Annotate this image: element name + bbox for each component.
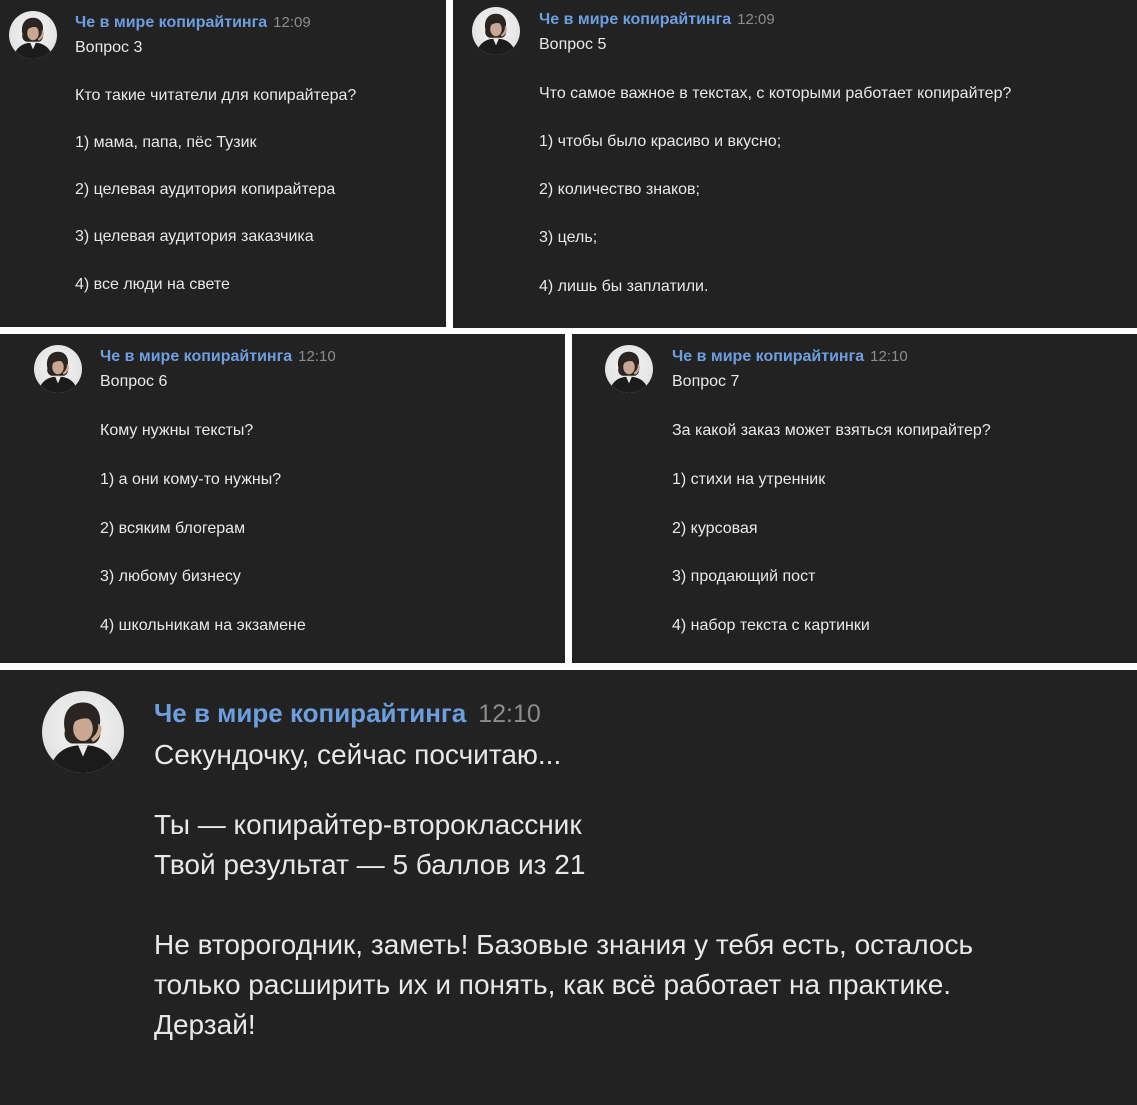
result-comment-line: Не второгодник, заметь! Базовые знания у тебя есть, осталось — [154, 929, 974, 960]
message-header — [672, 347, 908, 367]
answer-option: 1) стихи на утренник — [672, 471, 826, 488]
question-title: Вопрос 7 — [672, 373, 740, 390]
answer-option: 3) цель; — [539, 229, 598, 246]
answer-option: 2) целевая аудитория копирайтера — [75, 181, 336, 198]
message-header — [100, 347, 336, 367]
answer-option: 2) всяким блогерам — [100, 520, 246, 537]
result-comment-line: Дерзай! — [154, 1009, 256, 1040]
message-time: 12:09 — [737, 11, 775, 28]
answer-option: 3) целевая аудитория заказчика — [75, 228, 314, 245]
message-time: 12:09 — [273, 14, 311, 31]
sender-name[interactable]: Че в мире копирайтинга — [539, 11, 732, 28]
result-message-panel — [0, 670, 1137, 1105]
message-body — [539, 10, 1012, 295]
answer-option: 1) а они кому-то нужны? — [100, 471, 282, 488]
question-text: Кому нужны тексты? — [100, 422, 254, 439]
sender-name[interactable]: Че в мире копирайтинга — [154, 698, 467, 728]
sender-name[interactable]: Че в мире копирайтинга — [75, 14, 268, 31]
result-verdict: Ты — копирайтер-второклассник — [154, 809, 582, 840]
question-text: Что самое важное в текстах, с которыми работает копирайтер? — [539, 85, 1012, 102]
answer-option: 2) курсовая — [672, 520, 758, 537]
channel-avatar[interactable] — [34, 345, 82, 393]
channel-avatar[interactable] — [472, 7, 520, 55]
sender-name[interactable]: Че в мире копирайтинга — [100, 348, 293, 365]
question-title: Вопрос 3 — [75, 39, 143, 56]
result-intro: Секундочку, сейчас посчитаю... — [154, 739, 562, 770]
quiz-message-panel-1 — [0, 0, 446, 327]
question-title: Вопрос 6 — [100, 373, 168, 390]
message-time: 12:10 — [298, 348, 336, 365]
message-time: 12:10 — [870, 348, 908, 365]
result-score: Твой результат — 5 баллов из 21 — [154, 849, 586, 880]
answer-option: 1) чтобы было красиво и вкусно; — [539, 133, 782, 150]
answer-option: 4) набор текста с картинки — [672, 617, 870, 634]
channel-avatar[interactable] — [42, 691, 124, 773]
question-text: За какой заказ может взяться копирайтер? — [672, 422, 991, 439]
answer-option: 3) продающий пост — [672, 568, 816, 585]
question-title: Вопрос 5 — [539, 36, 607, 53]
quiz-message-panel-2 — [453, 0, 1137, 328]
message-header — [75, 13, 311, 33]
answer-option: 3) любому бизнесу — [100, 568, 241, 585]
channel-avatar[interactable] — [605, 345, 653, 393]
answer-option: 1) мама, папа, пёс Тузик — [75, 134, 257, 151]
message-time: 12:10 — [478, 700, 541, 728]
answer-option: 4) все люди на свете — [75, 276, 230, 293]
result-comment-line: только расширить их и понять, как всё работает на практике. — [154, 969, 952, 1000]
answer-option: 4) школьникам на экзамене — [100, 617, 306, 634]
quiz-message-panel-3 — [0, 334, 565, 663]
channel-avatar[interactable] — [9, 11, 57, 59]
question-text: Кто такие читатели для копирайтера? — [75, 87, 357, 104]
answer-option: 4) лишь бы заплатили. — [539, 278, 709, 295]
message-header — [154, 697, 541, 730]
message-header — [539, 10, 775, 30]
answer-option: 2) количество знаков; — [539, 181, 700, 198]
message-body — [100, 347, 336, 634]
message-body — [154, 697, 974, 1040]
message-body — [75, 13, 357, 293]
quiz-message-panel-4 — [572, 334, 1137, 663]
message-body — [672, 347, 991, 634]
sender-name[interactable]: Че в мире копирайтинга — [672, 348, 865, 365]
